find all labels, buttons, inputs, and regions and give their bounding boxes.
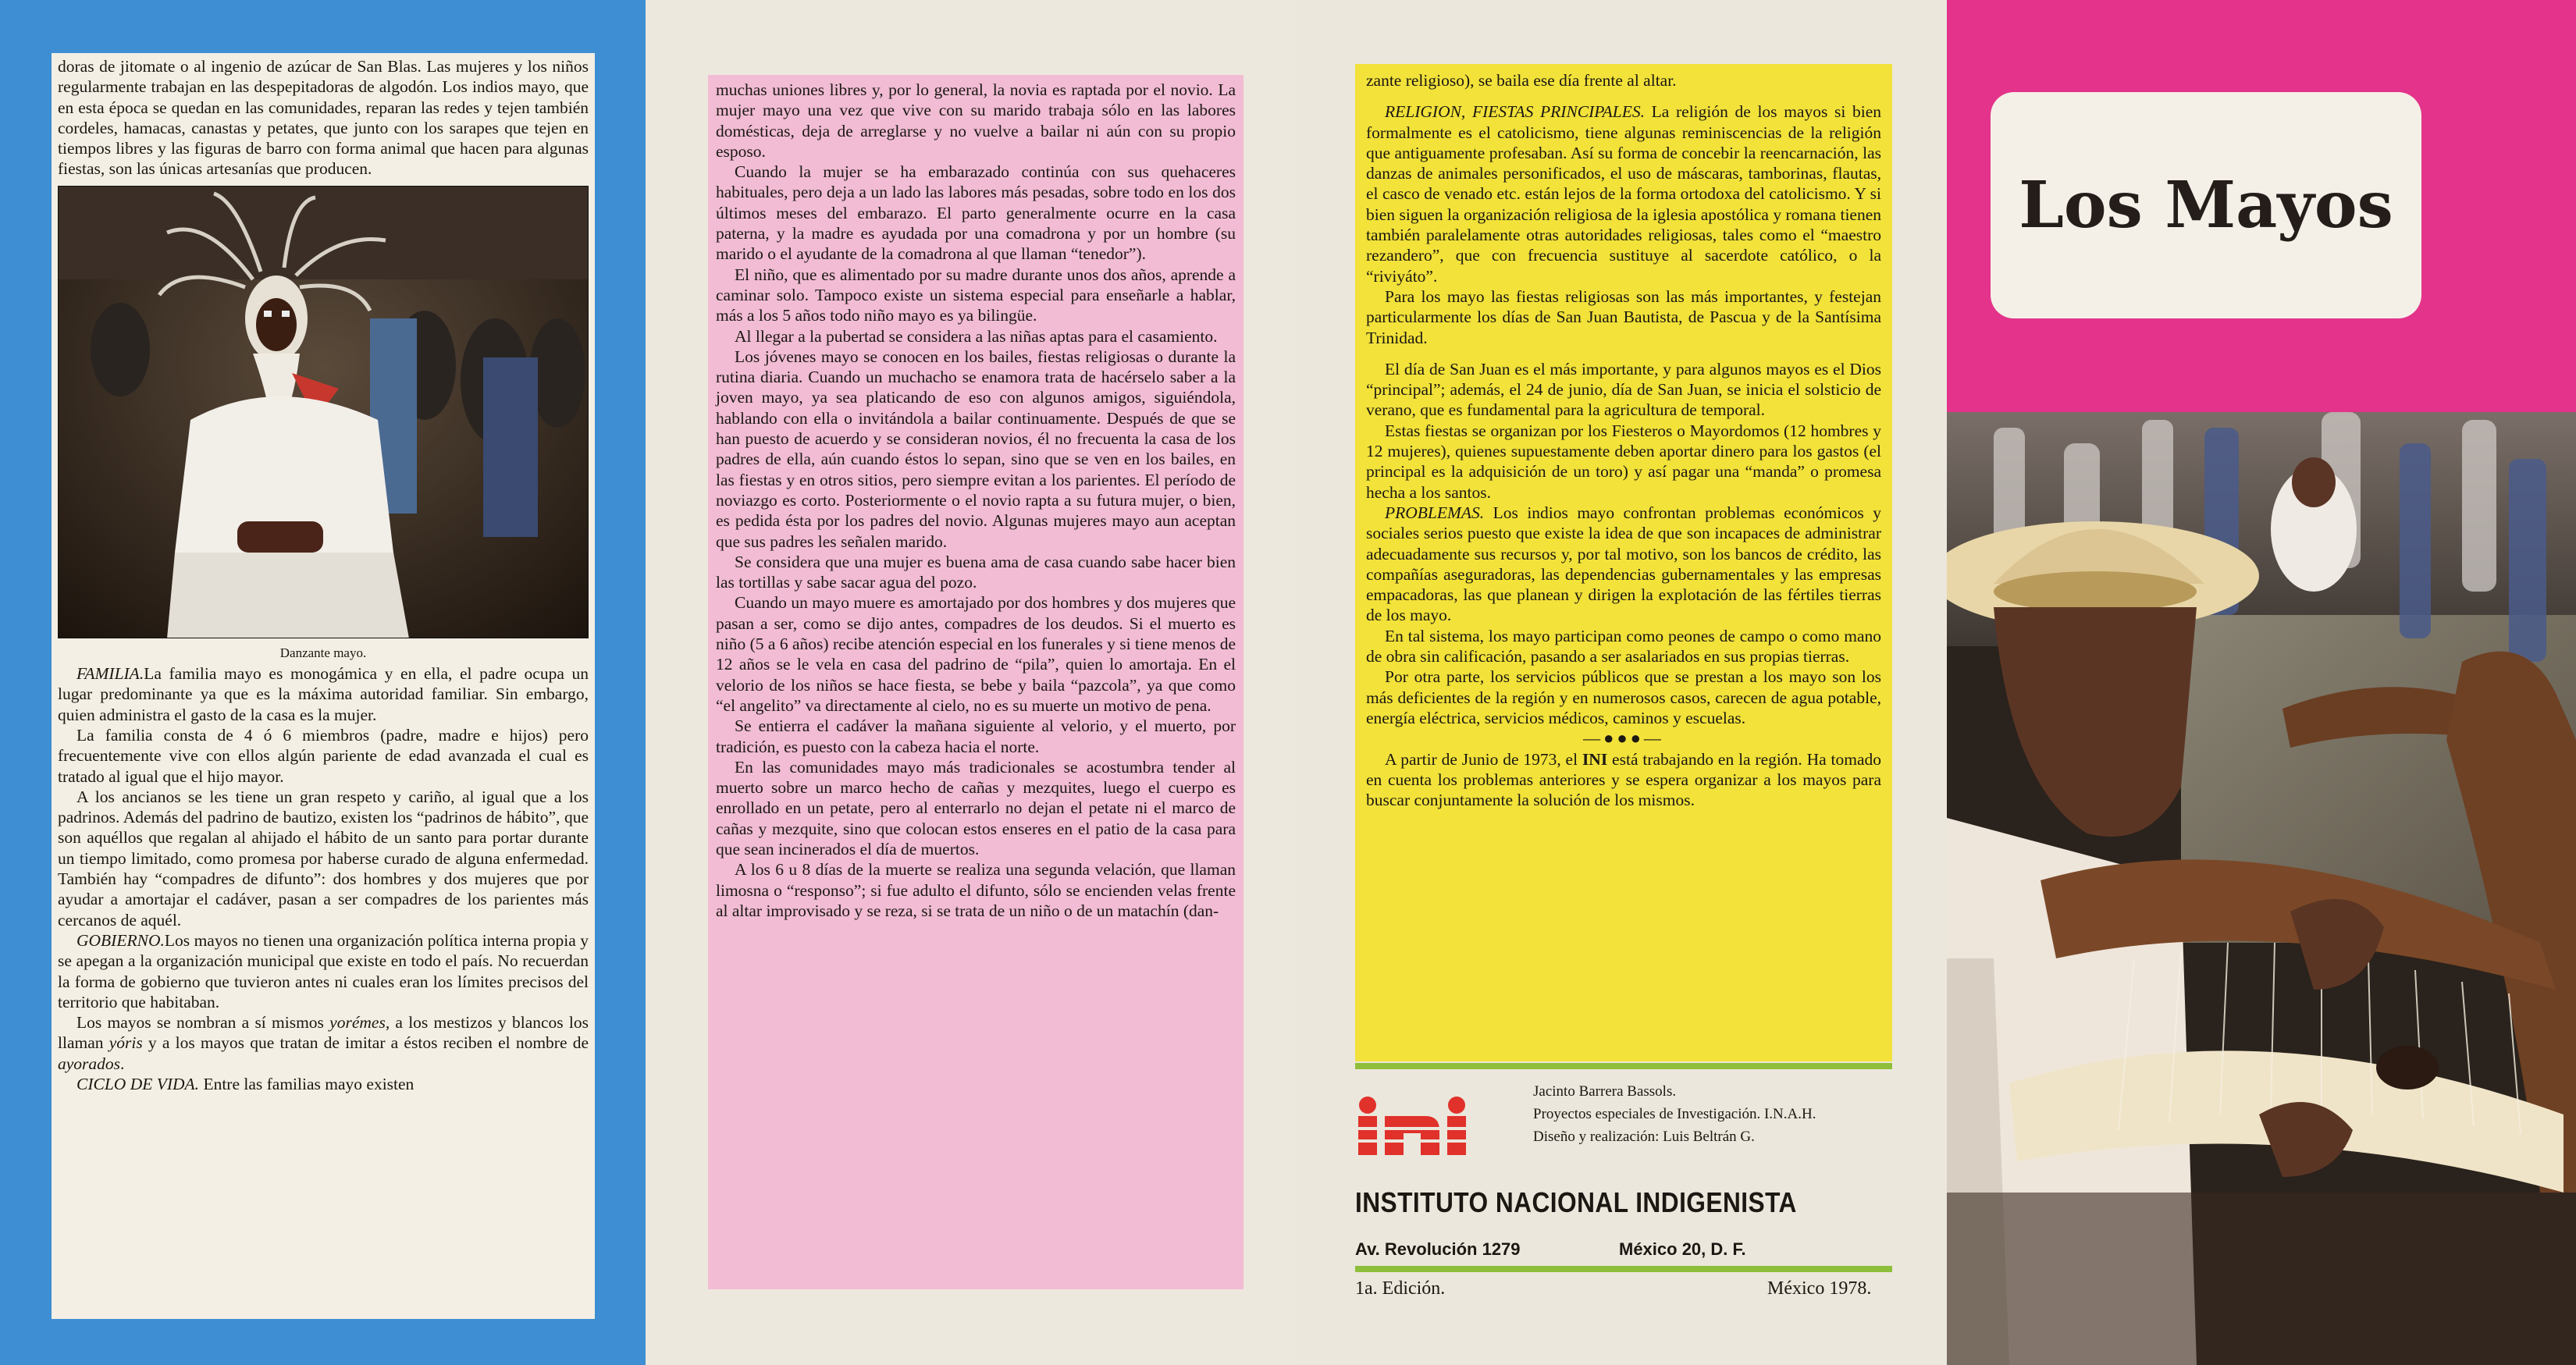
text-column-2 bbox=[708, 75, 1244, 1289]
harpist-photo-icon bbox=[1947, 412, 2576, 1365]
paragraph: En las comunidades mayo más tradicionales se acostumbra tender al muerto sobre un marco hecho de cañas y mezquites, luego el cuerpo es enrollado en un petate, pero al enterrarlo no dejan el petate ni el marco de cañas y mezquite, sino que colocan estos enseres en el patio de la casa para que sean incinerados el día de muertos. bbox=[716, 757, 1236, 858]
text-column-3 bbox=[1355, 64, 1892, 1061]
panel-second bbox=[646, 0, 1297, 1365]
cover-title-band bbox=[1947, 0, 2576, 412]
paragraph: Se considera que una mujer es buena ama de casa cuando sabe hacer bien las tortillas y sabe sacar agua del pozo. bbox=[716, 552, 1236, 592]
gobierno-paragraph: GOBIERNO.Los mayos no tienen una organización política interna propia y se apegan a la organización municipal que existe en todo el país. No recuerdan la forma de gobierno que tuvieron antes ni cuales eran los límites precisos del territorio que habitaban. bbox=[58, 930, 589, 1011]
familia-heading: FAMILIA. bbox=[76, 664, 144, 684]
continued-line: zante religioso), se baila ese día frente al altar. bbox=[1366, 71, 1677, 90]
nombres-paragraph: Los mayos se nombran a sí mismos yorémes, a los mestizos y blancos los llaman yóris y a los mayos que tratan de imitar a éstos reciben el nombre de ayorados. bbox=[58, 1013, 589, 1073]
panel-left-blue bbox=[0, 0, 646, 1365]
dancer-photo bbox=[58, 186, 589, 638]
harpist-photo bbox=[1947, 412, 2576, 1365]
credits-list bbox=[1533, 1080, 1816, 1148]
photo-caption: Danzante mayo. bbox=[279, 645, 367, 660]
ciclo-paragraph: CICLO DE VIDA. Entre las familias mayo existen bbox=[76, 1075, 415, 1094]
problemas-paragraph: PROBLEMAS. Los indios mayo confrontan problemas económicos y sociales serios puesto que existe la idea de que son incapaces de administrar adecuadamente sus recursos y, por tal motivo, son los bancos de crédito, las compañías aseguradoras, las dependencias gubernamentales y las empresas empacadoras, las que planean y dirigen la explotación de las fértiles tierras de los mayo. bbox=[1366, 503, 1881, 625]
familia-paragraph-3: A los ancianos se les tiene un gran respeto y cariño, al igual que a los padrinos. Además del padrino de bautizo, existen los “padrinos de hábito”, que son aquéllos que regalan al ahijado el hábito de un santo para portar durante un tiempo limitado, como promesa por haberse curado de alguna enfermedad. También hay “compadres de difunto”: dos hombres y dos mujeres que por ayudar a amortajar el cadáver, pasan a ser compadres de los parientes más cercanos de aquél. bbox=[58, 787, 589, 930]
sanjuan-paragraph: El día de San Juan es el más importante, y para algunos mayos es el Dios “principal”; además, el 24 de junio, día de San Juan, se inicia el solsticio de verano, que es fundamental para la agricultura de temporal. bbox=[1366, 359, 1881, 420]
ini-logo-icon bbox=[1355, 1096, 1488, 1158]
edition-label: 1a. Edición. bbox=[1355, 1278, 1446, 1299]
religion-heading: RELIGION, FIESTAS PRINCIPALES. bbox=[1385, 102, 1646, 122]
paragraph: Al llegar a la pubertad se considera a las niñas aptas para el casamiento. bbox=[735, 326, 1218, 346]
title-card bbox=[1991, 92, 2421, 318]
ciclo-heading: CICLO DE VIDA. bbox=[76, 1075, 200, 1094]
ini-paragraph: A partir de Junio de 1973, el INI está trabajando en la región. Ha tomado en cuenta los problemas anteriores y se espera organizar a los mayos para buscar conjuntamente la solución de los mismos. bbox=[1366, 749, 1881, 810]
familia-paragraph: FAMILIA.La familia mayo es monogámica y en ella, el padre ocupa un lugar predominante ya que es la máxima autoridad familiar. Sin embargo, quien administra el gasto de la casa es la mujer. bbox=[58, 664, 589, 724]
fiesteros-paragraph: Estas fiestas se organizan por los Fiesteros o Mayordomos (12 hombres y 12 mujeres), quienes supuestamente deben aportar dinero para los gastos (el principal es la adquisición de un toro) y así pagar una “manda” o promesa hecha a los santos. bbox=[1366, 421, 1881, 502]
green-rule-top bbox=[1355, 1063, 1892, 1069]
paragraph: Cuando un mayo muere es amortajado por dos hombres y dos mujeres que pasan a ser, como se dijo antes, compadres de los deudos. Si el muerto es niño (5 a 6 años) recibe atención especial en los funerales y si tiene menos de 12 años se le vela en casa del padrino de “pila”, quien lo amortaja. En el velorio de los niños se hace fiesta, se bebe y baila “pazcola”, ya que como “el angelito” va directamente al cielo, no es su muerte un motivo de pena. bbox=[716, 593, 1236, 715]
intro-paragraph: doras de jitomate o al ingenio de azúcar de San Blas. Las mujeres y los niños regularmente trabajan en las despepitadoras de algodón. Los indios mayo, que en esta época se quedan en las comunidades, reparan las redes y tejen también cordeles, hamacas, canastas y petates, que junto con los sarapes que tejen en tiempos libres y las figuras de barro con forma animal que hacen para algunas fiestas, son las únicas artesanías que producen. bbox=[58, 57, 589, 179]
credit-design: Diseño y realización: Luis Beltrán G. bbox=[1533, 1129, 1755, 1145]
gobierno-heading: GOBIERNO. bbox=[76, 930, 165, 950]
institute-address: Av. Revolución 1279 bbox=[1355, 1239, 1521, 1259]
servicios-paragraph: Por otra parte, los servicios públicos que se prestan a los mayo son los más deficientes de la región y en numerosos casos, carecen de agua potable, energía eléctrica, servicios médicos, caminos y escuelas. bbox=[1366, 667, 1881, 727]
text-column-1 bbox=[52, 53, 595, 1319]
paragraph: muchas uniones libres y, por lo general, la novia es raptada por el novio. La mujer mayo una vez que vive con su marido trabaja sólo en las labores domésticas, deja de arreglarse y no vuelve a bailar ni aún con su propio esposo. bbox=[716, 80, 1236, 161]
dots-separator: —●●●— bbox=[1583, 728, 1664, 748]
paragraph: A los 6 u 8 días de la muerte se realiza una segunda velación, que llaman limosna o “responso”; si fue adulto el difunto, sólo se encienden velas frente al altar improvisado y se reza, si se trata de un niño o de un matachín (dan- bbox=[716, 860, 1236, 920]
credit-author: Jacinto Barrera Bassols. bbox=[1533, 1083, 1677, 1100]
institute-name: INSTITUTO NACIONAL INDIGENISTA bbox=[1355, 1186, 1797, 1218]
publisher-block bbox=[1355, 1063, 1892, 1360]
religion-paragraph: RELIGION, FIESTAS PRINCIPALES. La religión de los mayos si bien formalmente es el catolicismo, tiene algunas reminiscencias de la religión que antiguamente profesaban. Así su forma de concebir la reencarnación, las danzas de animales personificados, el uso de máscaras, tamborinas, flautas, el casco de venado etc. están lejos de la forma ortodoxa del catolicismo. Y si bien siguen la organización religiosa de la iglesia apostólica y romana tienen también paralelamente otras autoridades religiosas, tales como el “maestro rezandero”, que con frecuencia sustituye al sacerdote católico, o la “riviyáto”. bbox=[1366, 102, 1881, 286]
paragraph: El niño, que es alimentado por su madre durante unos dos años, aprende a caminar solo. Tampoco existe un sistema especial para enseñarle a hablar, más a los 5 años todo niño mayo es ya bilingüe. bbox=[716, 265, 1236, 325]
institute-city: México 20, D. F. bbox=[1619, 1239, 1746, 1259]
sistema-paragraph: En tal sistema, los mayo participan como peones de campo o como mano de obra sin calificación, pasando a ser asalariados en sus propias tierras. bbox=[1366, 626, 1881, 667]
cover-panel bbox=[1947, 0, 2576, 1365]
paragraph: Los jóvenes mayo se conocen en los bailes, fiestas religiosas o durante la rutina diaria. Cuando un muchacho se enamora trata de hacérselo saber a la joven mayo, ya sea platicando de eso con algunos amigos, siguiéndola, hablando con ella o invitándola a bailar continuamente. Después de que se han puesto de acuerdo y se consideran novios, él no frecuenta la casa de los padres de ella, aún cuando éstos lo sepan, sino que se ven en los bailes, en las fiestas y en otros sitios, pero siempre evitan a los parientes. El período de noviazgo es corto. Posteriormente o el novio rapta a su futura mujer, o bien, es pedida ésta por los padres del novio. Algunas mujeres mayo aun aceptan que sus padres les señalen marido. bbox=[716, 347, 1236, 551]
cover-title: Los Mayos bbox=[2019, 168, 2393, 243]
problemas-heading: PROBLEMAS. bbox=[1385, 503, 1485, 522]
place-year-label: México 1978. bbox=[1767, 1278, 1872, 1299]
green-rule-bottom bbox=[1355, 1266, 1892, 1272]
paragraph: Cuando la mujer se ha embarazado continúa con sus quehaceres habituales, pero deja a un lado las labores más pesadas, sobre todo en los dos últimos meses del embarazo. El parto generalmente ocurre en la casa paterna, y la madre es ayudada por una comadrona y por un hombre (su marido o el ayudante de la comadrona al que llaman “tenedor”). bbox=[716, 162, 1236, 264]
paragraph: Se entierra el cadáver la mañana siguiente al velorio, y el muerto, por tradición, es puesto con la cabeza hacia el norte. bbox=[716, 716, 1236, 756]
fiestas-paragraph: Para los mayo las fiestas religiosas son las más importantes, y festejan particularmente los días de San Juan Bautista, de Pascua y de la Santísima Trinidad. bbox=[1366, 286, 1881, 347]
panel-third bbox=[1297, 0, 1947, 1365]
familia-paragraph-2: La familia consta de 4 ó 6 miembros (padre, madre e hijos) pero frecuentemente vive con ellos algún pariente de edad avanzada el cual es tratado al igual que el hijo mayor. bbox=[58, 725, 589, 786]
credit-project: Proyectos especiales de Investigación. I.N.A.H. bbox=[1533, 1106, 1816, 1122]
danzante-image-icon bbox=[58, 186, 589, 638]
